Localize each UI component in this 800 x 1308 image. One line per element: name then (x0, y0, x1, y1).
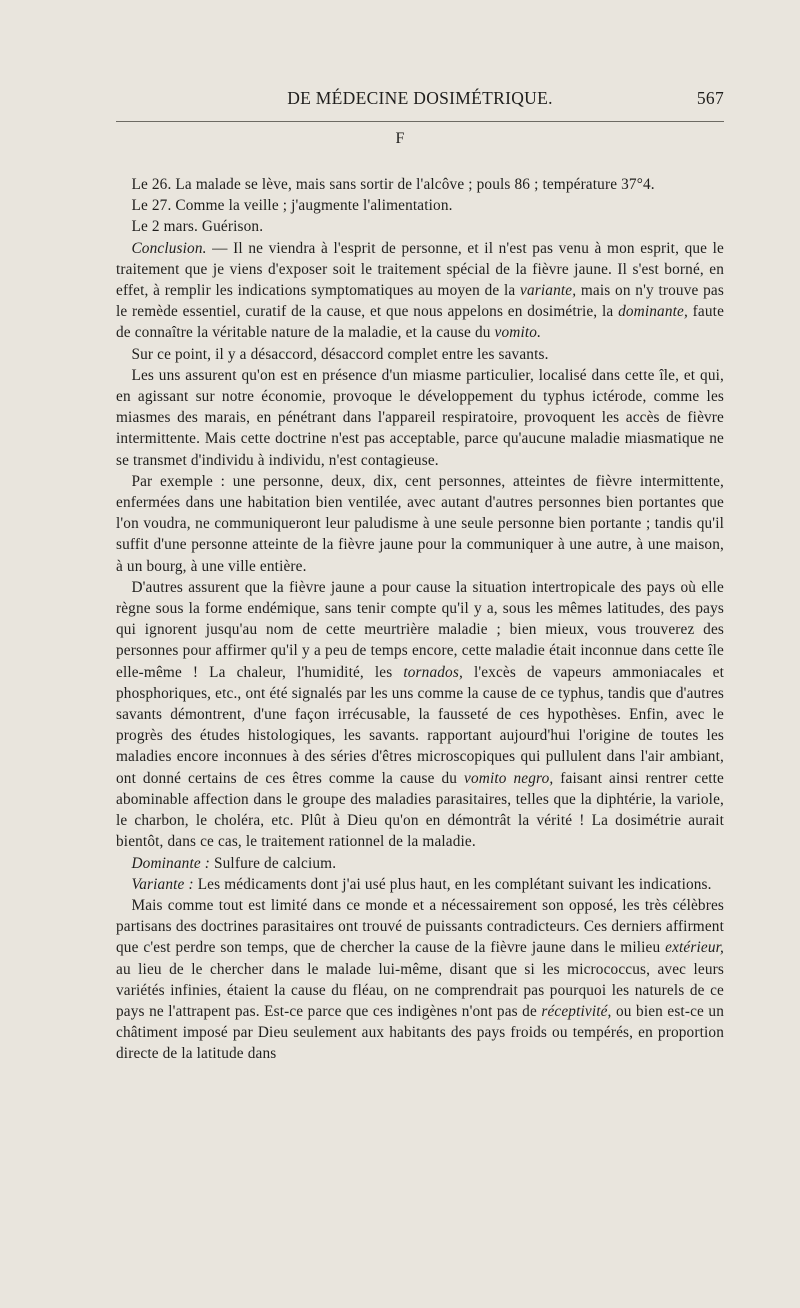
running-title: DE MÉDECINE DOSIMÉTRIQUE. (287, 88, 553, 108)
conclusion-label: Conclusion. (131, 239, 207, 257)
running-header (116, 88, 724, 114)
paragraph: Sur ce point, il y a désaccord, désaccord complet entre les savants. (131, 345, 549, 363)
signature-mark: F (395, 130, 405, 147)
paragraph: Les uns assurent qu'on est en présence d'un miasme particulier, localisé dans cette île, et qui, en agissant sur notre économie, provoque le développement du typhus ictérode, comme les miasmes des marais, en pénétrant dans l'appareil respiratoire, provoquent les accès de fièvre intermittente. Mais cette doctrine n'est pas acceptable, parce qu'aucune maladie miasmatique ne se transmet d'individu à individu, n'est contagieuse. (116, 366, 724, 469)
paragraph: Mais comme tout est limité dans ce monde et a nécessairement son opposé, les très célèbres partisans des doctrines parasitaires ont trouvé de puissants contradicteurs. Ces derniers affirment que c'est perdre son temps, que de chercher la cause de la fièvre jaune dans le milieu extérieur, au lieu de le chercher dans le malade lui-même, disant que si les micrococcus, avec leurs variétés infinies, étaient la cause du fléau, on ne comprendrait pas pourquoi les naturels de ce pays ne l'attrapent pas. Est-ce parce que ces indigènes n'ont pas de réceptivité, ou bien est-ce un châtiment imposé par Dieu seulement aux habitants des pays froids ou tempérés, en proportion directe de la latitude dans (116, 896, 724, 1063)
paragraph: D'autres assurent que la fièvre jaune a pour cause la situation intertropicale des pays où elle règne sous la forme endémique, sans tenir compte qu'il y a, sous les mêmes latitudes, des pays qui ignorent jusqu'au nom de cette meurtrière maladie ; bien mieux, vous trouverez des personnes pour affirmer qu'il y a peu de temps encore, cette maladie était inconnue dans cette île elle-même ! La chaleur, l'humidité, les tornados, l'excès de vapeurs ammoniacales et phosphoriques, etc., ont été signalés par les uns comme la cause de ce typhus, tandis que d'autres savants démontrent, d'une façon irrécusable, la fausseté de ces hypothèses. Enfin, avec le progrès des études histologiques, les savants. rapportant aujourd'hui l'origine de toutes les maladies encore inconnues à des séries d'êtres microscopiques qui pullulent dans l'air ambiant, ont donné certains de ces êtres comme la cause du vomito negro, faisant ainsi rentrer cette abominable affection dans le groupe des maladies parasitaires, telles que la diphtérie, la variole, le charbon, le choléra, etc. Plût à Dieu qu'on en démontrât la vérité ! La dosimétrie aurait bientôt, dans ce cas, le traitement rationnel de la maladie. (116, 578, 724, 851)
paragraph: Le 26. La malade se lève, mais sans sortir de l'alcôve ; pouls 86 ; température 37°4. (131, 176, 655, 193)
paragraph: Le 2 mars. Guérison. (131, 218, 264, 236)
paragraph: Le 27. Comme la veille ; j'augmente l'alimentation. (131, 197, 453, 215)
paragraph: Conclusion. — Il ne viendra à l'esprit de personne, et il n'est pas venu à mon esprit, que le traitement que je viens d'exposer soit le traitement spécial de la fièvre jaune. Il s'est borné, en effet, à remplir les indications symptomatiques au moyen de la variante, mais on n'y trouve pas le remède essentiel, curatif de la cause, et que nous appelons en dosimétrie, la dominante, faute de connaître la véritable nature de la maladie, et la cause du vomito. (116, 239, 725, 342)
dominante-label: Dominante : (131, 854, 210, 872)
page-number: 567 (696, 88, 724, 108)
header-rule (116, 121, 724, 122)
paragraph: Par exemple : une personne, deux, dix, cent personnes, atteintes de fièvre intermittente, enfermées dans une habitation bien ventilée, avec autant d'autres personnes bien portantes que l'on voudra, ne communiqueront leur paludisme à une seule personne bien portante ; tandis qu'il suffit d'une personne atteinte de la fièvre jaune pour la communiquer à une autre, à une maison, à un bourg, à une ville entière. (116, 472, 724, 575)
body-text (116, 174, 724, 1065)
variante-label: Variante : (131, 875, 194, 893)
paragraph: Variante : Les médicaments dont j'ai usé plus haut, en les complétant suivant les indications. (131, 875, 712, 893)
paragraph: Dominante : Sulfure de calcium. (131, 854, 337, 872)
